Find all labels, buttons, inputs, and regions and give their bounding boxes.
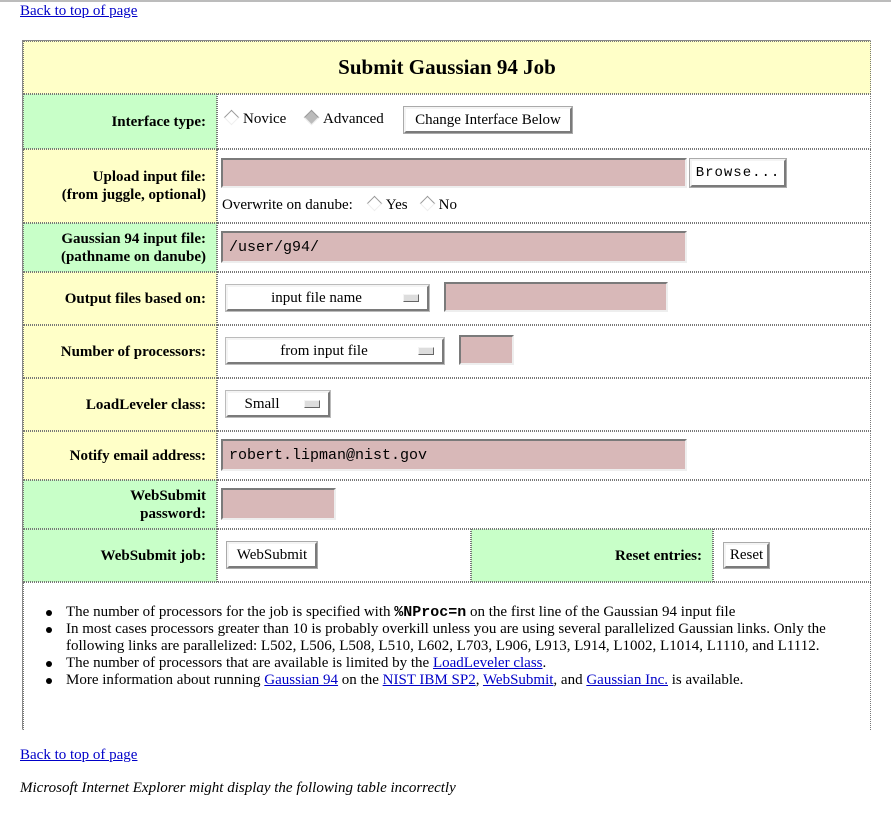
note-text: on the first line of the Gaussian 94 input file [466,604,736,620]
bullet-icon [46,627,52,633]
note-item [66,621,856,655]
processors-count-input[interactable] [459,335,514,365]
loadleveler-selected: Small [244,395,280,412]
processors-selected: from input file [280,342,368,359]
note-text: The number of processors that are available is limited by the [66,655,433,671]
upload-input-label [23,149,217,223]
email-cell [217,431,871,480]
note-item [66,604,856,621]
password-cell [217,480,871,529]
interface-type-cell [217,94,871,149]
note-text: . [542,655,547,671]
chevron-down-icon [304,400,320,408]
loadleveler-select[interactable] [226,391,330,417]
reset-entries-label: Reset entries: [471,529,713,582]
upload-file-input[interactable] [221,158,687,188]
websubmit-job-label: WebSubmit job: [23,529,217,582]
overwrite-no-label: No [438,197,457,213]
input-file-label-line2: (pathname on danube) [60,248,206,265]
websubmit-button[interactable]: WebSubmit [227,542,317,568]
overwrite-yes-label: Yes [385,197,408,213]
back-to-top-link[interactable]: Back to top of page [20,3,138,19]
email-input[interactable]: robert.lipman@nist.gov [221,439,687,471]
nproc-code: %NProc=n [394,604,467,621]
back-to-top-link-bottom[interactable]: Back to top of page [20,747,138,763]
gaussian94-link[interactable]: Gaussian 94 [264,672,339,688]
ie-warning-note: Microsoft Internet Explorer might display the following table incorrectly [20,780,456,796]
radio-novice[interactable] [224,110,240,126]
password-label-line2: password: [140,505,206,522]
loadleveler-label: LoadLeveler class: [23,378,217,431]
radio-overwrite-yes[interactable] [367,196,383,212]
reset-button[interactable]: Reset [724,543,769,568]
processors-cell [217,325,871,378]
note-text: More information about running [66,672,265,688]
overwrite-label: Overwrite on danube: [222,197,353,213]
bullet-icon [46,661,52,667]
chevron-down-icon [403,294,419,302]
note-text: In most cases processors greater than 10 is probably overkill unless you are using several parallelized Gaussian links. Only the following links are parallelized: L502, L506, L508, L510, L602, L703, L906, L913, L914, L1002, L1014, L1110, and L1112. [66,621,826,654]
nist-ibm-sp2-link[interactable]: NIST IBM SP2 [382,672,476,688]
websubmit-cell [217,529,471,582]
note-text: is available. [668,672,744,688]
output-files-name-input[interactable] [444,282,668,312]
interface-type-label: Interface type: [23,94,217,149]
email-label: Notify email address: [23,431,217,480]
interface-advanced-option[interactable] [302,111,384,128]
page-top-rule [0,0,891,2]
radio-advanced[interactable] [304,110,320,126]
note-item [66,655,856,672]
processors-label: Number of processors: [23,325,217,378]
gaussian-inc-link[interactable]: Gaussian Inc. [586,672,668,688]
password-input[interactable] [221,488,336,520]
loadleveler-cell [217,378,871,431]
output-files-cell [217,272,871,325]
radio-overwrite-no[interactable] [419,196,435,212]
note-text: , [475,672,483,688]
form-title: Submit Gaussian 94 Job [23,41,871,94]
output-files-selected: input file name [271,289,362,306]
reset-cell [713,529,871,582]
input-file-path-input[interactable]: /user/g94/ [221,231,687,263]
input-file-cell [217,223,871,272]
password-label [23,480,217,529]
password-label-line1: WebSubmit [130,487,206,504]
input-file-label-line1: Gaussian 94 input file: [61,230,206,247]
radio-advanced-label: Advanced [323,111,384,127]
input-file-label [23,223,217,272]
note-item [66,672,856,689]
interface-novice-option[interactable] [222,111,286,128]
overwrite-row [222,197,457,214]
note-text: on the [338,672,383,688]
radio-novice-label: Novice [243,111,287,127]
chevron-down-icon [418,347,434,355]
change-interface-button[interactable]: Change Interface Below [404,107,572,133]
loadleveler-class-link[interactable]: LoadLeveler class [432,655,543,671]
upload-label-line1: Upload input file: [92,169,206,185]
processors-select[interactable] [226,338,444,364]
notes-list [66,604,856,689]
bullet-icon [46,678,52,684]
upload-input-cell [217,149,871,223]
output-files-label: Output files based on: [23,272,217,325]
output-files-select[interactable] [226,285,429,311]
note-text: The number of processors for the job is specified with [66,604,395,620]
upload-label-line2: (from juggle, optional) [61,187,206,203]
websubmit-link[interactable]: WebSubmit [482,672,554,688]
bullet-icon [46,610,52,616]
browse-button[interactable]: Browse... [690,159,786,187]
note-text: , and [553,672,587,688]
